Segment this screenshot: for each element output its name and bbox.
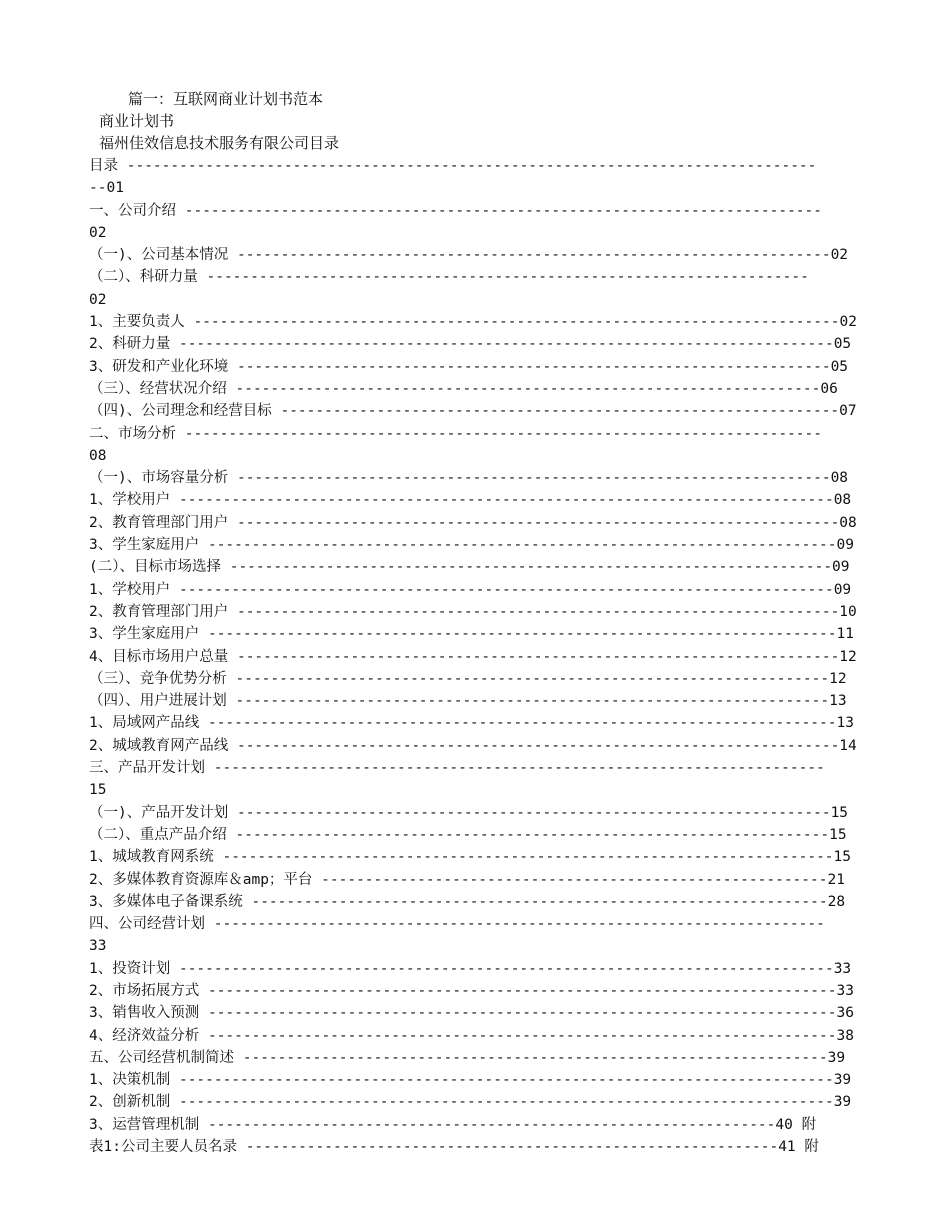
toc-line: --01 (89, 180, 124, 197)
toc-line: 一、公司介绍 ------------------------------------------------------------------------- (89, 202, 822, 219)
toc-line: （一)、市场容量分析 --------------------------------------------------------------------08 (89, 470, 849, 487)
document-heading: 篇一：互联网商业计划书范本 (128, 90, 324, 108)
toc-line: 2、创新机制 ---------------------------------------------------------------------------39 (89, 1094, 852, 1111)
toc-line: 15 (89, 782, 107, 799)
toc-line: 4、目标市场用户总量 ---------------------------------------------------------------------12 (89, 648, 857, 665)
toc-line: 三、产品开发计划 ---------------------------------------------------------------------- (89, 760, 825, 777)
toc-line: 1、决策机制 ---------------------------------------------------------------------------39 (89, 1072, 852, 1089)
toc-line: 4、经济效益分析 ------------------------------------------------------------------------38 (89, 1027, 854, 1044)
toc-line: 五、公司经营机制简述 -------------------------------------------------------------------39 (89, 1049, 846, 1066)
toc-line: 02 (89, 291, 107, 308)
toc-line: (二）、目标市场选择 ---------------------------------------------------------------------09 (89, 559, 850, 576)
toc-line: 1、城域教育网系统 ----------------------------------------------------------------------15 (89, 849, 851, 866)
toc-line: 2、多媒体教育资源库＆amp；平台 ----------------------------------------------------------21 (89, 871, 845, 888)
toc-line: （四)、公司理念和经营目标 ----------------------------------------------------------------07 (89, 403, 857, 420)
toc-line: 表1:公司主要人员名录 -------------------------------------------------------------41 附 (89, 1139, 819, 1156)
toc-line: 2、市场拓展方式 ------------------------------------------------------------------------33 (89, 982, 854, 999)
toc-line: 1、学校用户 ---------------------------------------------------------------------------08 (89, 492, 852, 509)
toc-line: 3、销售收入预测 ------------------------------------------------------------------------36 (89, 1005, 854, 1022)
toc-line: 3、研发和产业化环境 --------------------------------------------------------------------05 (89, 358, 849, 375)
toc-line: 1、局域网产品线 ------------------------------------------------------------------------13 (89, 715, 854, 732)
toc-line: （三）、经营状况介绍 -------------------------------------------------------------------06 (89, 380, 838, 397)
toc-line: 08 (89, 447, 107, 464)
toc-line: 3、学生家庭用户 ------------------------------------------------------------------------09 (89, 537, 854, 554)
toc-line: （一)、产品开发计划 --------------------------------------------------------------------15 (89, 804, 849, 821)
toc-line: 1、学校用户 ---------------------------------------------------------------------------09 (89, 581, 852, 598)
toc-line: 02 (89, 224, 107, 241)
toc-line: （二）、重点产品介绍 --------------------------------------------------------------------15 (89, 826, 847, 843)
toc-line: 3、学生家庭用户 ------------------------------------------------------------------------11 (89, 626, 854, 643)
toc-line: 二、市场分析 ------------------------------------------------------------------------- (89, 425, 822, 442)
toc-line: 1、主要负责人 --------------------------------------------------------------------------02 (89, 314, 857, 331)
toc-line: 2、教育管理部门用户 ---------------------------------------------------------------------08 (89, 514, 857, 531)
toc-line: 33 (89, 938, 107, 955)
table-of-contents (89, 155, 859, 1158)
toc-line: 2、科研力量 ---------------------------------------------------------------------------05 (89, 336, 852, 353)
toc-line: （一)、公司基本情况 --------------------------------------------------------------------02 (89, 247, 849, 264)
company-name: 福州佳效信息技术服务有限公司目录 (99, 134, 340, 152)
toc-line: 3、运营管理机制 -----------------------------------------------------------------40 附 (89, 1116, 817, 1133)
toc-line: 2、城域教育网产品线 ---------------------------------------------------------------------14 (89, 737, 857, 754)
toc-line: 3、多媒体电子备课系统 ------------------------------------------------------------------28 (89, 893, 846, 910)
toc-line: （三）、竞争优势分析 --------------------------------------------------------------------12 (89, 670, 847, 687)
toc-line: 1、投资计划 ---------------------------------------------------------------------------33 (89, 960, 852, 977)
document-subtitle: 商业计划书 (99, 112, 175, 130)
toc-line: （二）、科研力量 --------------------------------------------------------------------- (89, 269, 809, 286)
toc-line: （四）、用户进展计划 --------------------------------------------------------------------13 (89, 693, 847, 710)
toc-line: 四、公司经营计划 ---------------------------------------------------------------------- (89, 916, 825, 933)
toc-line: 目录 ------------------------------------------------------------------------------- (89, 158, 817, 174)
toc-line: 2、教育管理部门用户 ---------------------------------------------------------------------10 (89, 603, 857, 620)
